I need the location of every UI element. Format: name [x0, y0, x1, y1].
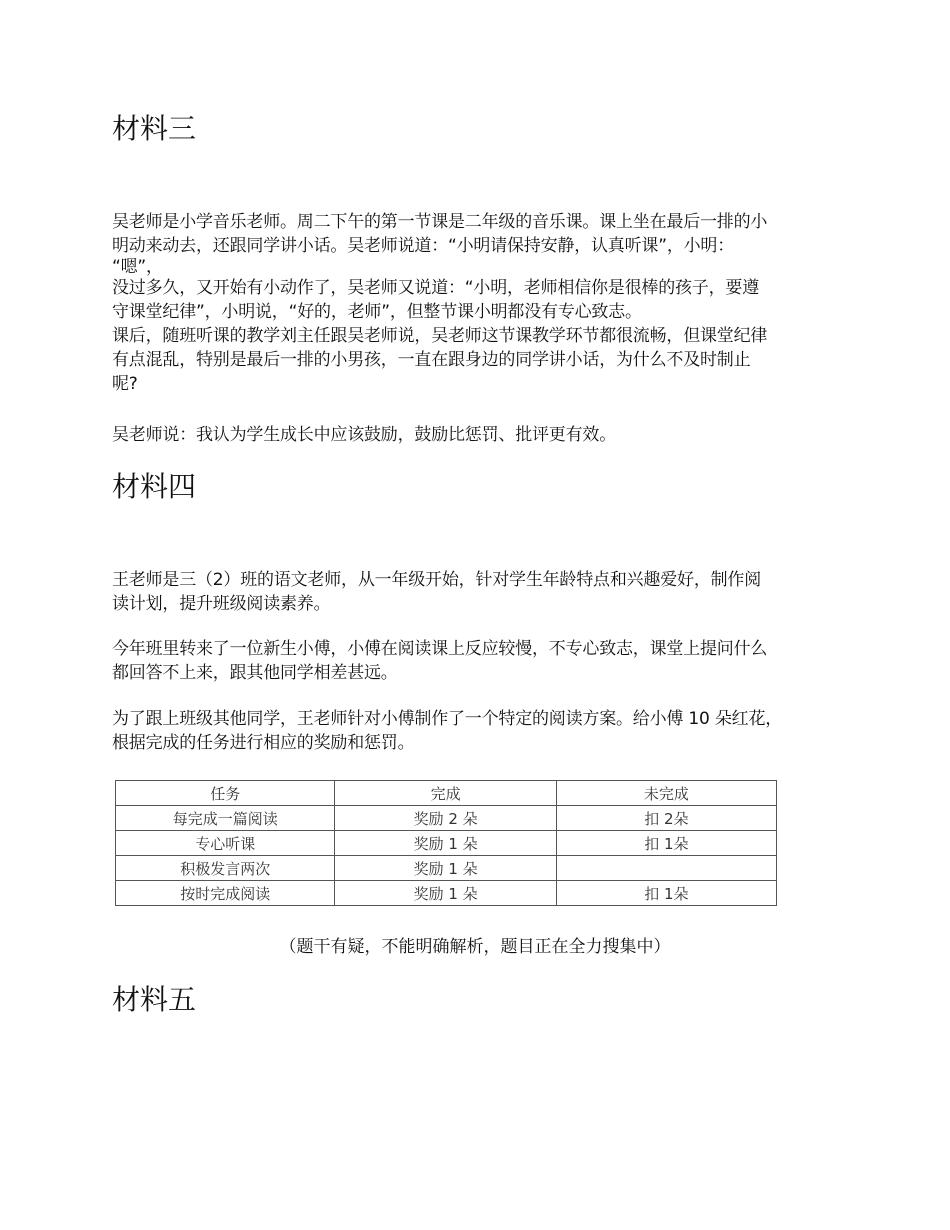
table-row [116, 856, 777, 881]
table-cell: 专心听课 [116, 831, 335, 856]
text-line: 王老师是三（2）班的语文老师，从一年级开始，针对学生年龄特点和兴趣爱好，制作阅 [112, 570, 762, 590]
material-3-paragraph-1 [112, 210, 844, 396]
text-line: 为了跟上班级其他同学，王老师针对小傅制作了一个特定的阅读方案。给小傅 10 朵红花， [112, 709, 783, 729]
text-line: 呢? [112, 374, 138, 394]
table-cell: 扣 1朵 [556, 881, 776, 906]
table-cell: 按时完成阅读 [116, 881, 335, 906]
material-4-paragraph-1 [112, 568, 844, 616]
text-line: “嗯”， [112, 257, 163, 277]
table-cell: 扣 1朵 [556, 831, 776, 856]
table-cell [556, 856, 776, 881]
pending-analysis-note: （题干有疑，不能明确解析，题目正在全力搜集中） [279, 937, 671, 957]
table-row [116, 881, 777, 906]
table-cell: 奖励 1 朵 [335, 856, 556, 881]
text-line: 都回答不上来，跟其他同学相差甚远。 [112, 663, 398, 683]
text-line: 吴老师是小学音乐老师。周二下午的第一节课是二年级的音乐课。课上坐在最后一排的小 [112, 212, 768, 232]
table-cell: 积极发言两次 [116, 856, 335, 881]
table-cell: 奖励 2 朵 [335, 806, 556, 831]
table-row [116, 831, 777, 856]
table-header-cell: 未完成 [556, 781, 776, 806]
reward-task-table [115, 780, 777, 906]
text-line: 读计划，提升班级阅读素养。 [112, 594, 331, 614]
material-4-paragraph-3 [112, 707, 844, 755]
table-cell: 扣 2朵 [556, 806, 776, 831]
text-line: 守课堂纪律”，小明说，“好的，老师”，但整节课小明都没有专心致志。 [112, 302, 642, 322]
material-4-heading: 材料四 [112, 470, 197, 503]
text-line: 没过多久，又开始有小动作了，吴老师又说道：“小明，老师相信你是很棒的孩子，要遵 [112, 278, 760, 298]
material-3-heading: 材料三 [112, 112, 197, 145]
material-4-paragraph-2 [112, 637, 844, 685]
text-line: 明动来动去，还跟同学讲小话。吴老师说道：“小明请保持安静，认真听课”，小明： [112, 236, 735, 256]
text-line: 有点混乱，特别是最后一排的小男孩，一直在跟身边的同学讲小话，为什么不及时制止 [112, 350, 751, 370]
table-cell: 奖励 1 朵 [335, 881, 556, 906]
table-cell: 每完成一篇阅读 [116, 806, 335, 831]
text-line: 根据完成的任务进行相应的奖励和惩罚。 [112, 733, 415, 753]
material-3-paragraph-2: 吴老师说：我认为学生成长中应该鼓励，鼓励比惩罚、批评更有效。 [112, 425, 616, 445]
table-header-cell: 完成 [335, 781, 556, 806]
table-header-row [116, 781, 777, 806]
text-line: 今年班里转来了一位新生小傅，小傅在阅读课上反应较慢，不专心致志，课堂上提问什么 [112, 639, 768, 659]
table-row [116, 806, 777, 831]
table-cell: 奖励 1 朵 [335, 831, 556, 856]
material-5-heading: 材料五 [112, 983, 197, 1016]
table-header-cell: 任务 [116, 781, 335, 806]
text-line: 课后，随班听课的教学刘主任跟吴老师说，吴老师这节课教学环节都很流畅，但课堂纪律 [112, 326, 768, 346]
